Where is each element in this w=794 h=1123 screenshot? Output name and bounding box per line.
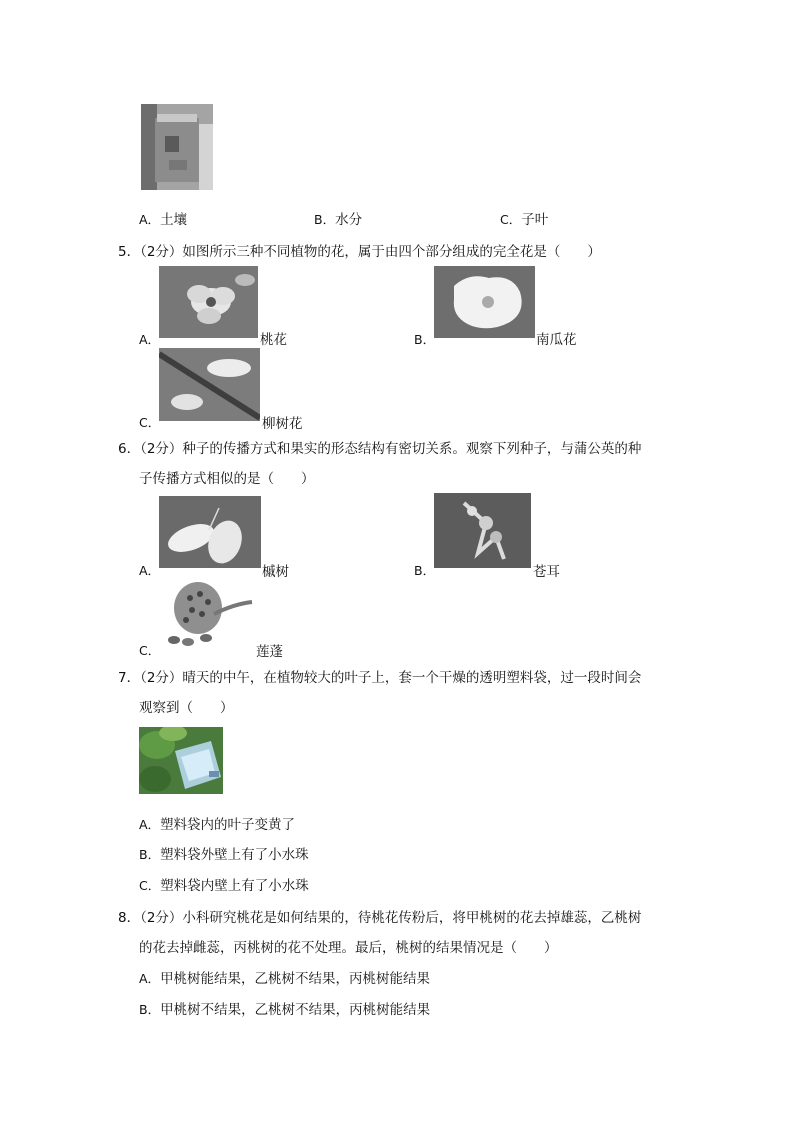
q8-stem-line2: 的花去掉雌蕊，丙桃树的花不处理。最后，桃树的结果情况是（ ） xyxy=(139,940,558,956)
q6-option-c-label: 莲蓬 xyxy=(256,644,283,660)
q6-stem-line2: 子传播方式相似的是（ ） xyxy=(139,471,315,487)
q5-option-b-label: 南瓜花 xyxy=(536,332,577,348)
q7-stem-line2: 观察到（ ） xyxy=(139,700,234,716)
q6-line1: （2分）种子的传播方式和果实的形态结构有密切关系。观察下列种子，与蒲公英的种 xyxy=(140,441,642,457)
q6-number: 6． xyxy=(118,441,141,457)
q8-option-b[interactable] xyxy=(139,998,430,1018)
q6-lotus-pod-illustration xyxy=(162,574,256,648)
q5-stem-line1 xyxy=(118,240,601,260)
q4-option-a[interactable] xyxy=(139,208,187,228)
q6-option-c-letter[interactable]: C． xyxy=(139,643,161,658)
q7-option-a[interactable] xyxy=(139,813,295,833)
q8-stem-line1 xyxy=(118,906,641,926)
q8-option-b-letter: B． xyxy=(139,1002,161,1017)
q5-option-c-letter[interactable]: C． xyxy=(139,415,161,430)
q6-option-b-letter[interactable]: B． xyxy=(414,563,436,578)
q7-option-b-text: 塑料袋外壁上有了小水珠 xyxy=(160,847,309,863)
q5-pumpkin-flower-illustration xyxy=(434,266,535,338)
q4-seed-image xyxy=(141,104,213,190)
q6-maple-seed-illustration xyxy=(159,496,261,568)
q8-option-a-letter: A． xyxy=(139,971,161,986)
q7-line1: （2分）晴天的中午，在植物较大的叶子上，套一个干燥的透明塑料袋，过一段时间会 xyxy=(140,670,642,686)
q7-option-a-text: 塑料袋内的叶子变黄了 xyxy=(160,817,296,833)
q8-option-a-text: 甲桃树能结果，乙桃树不结果，丙桃树能结果 xyxy=(160,971,431,987)
q6-stem-line1 xyxy=(118,437,641,457)
q8-line1: （2分）小科研究桃花是如何结果的，待桃花传粉后，将甲桃树的花去掉雄蕊，乙桃树 xyxy=(140,910,642,926)
q5-option-b-letter[interactable]: B． xyxy=(414,332,436,347)
q4-option-c[interactable] xyxy=(500,208,548,228)
q6-maple-seed-image xyxy=(159,496,261,568)
q7-option-c[interactable] xyxy=(139,874,309,894)
q4-option-a-letter: A． xyxy=(139,212,161,227)
q7-plastic-bag-leaf-illustration xyxy=(139,727,223,794)
q5-number: 5． xyxy=(118,244,141,260)
q5-peach-flower-illustration xyxy=(159,266,258,338)
q5-option-a-label: 桃花 xyxy=(260,332,287,348)
q8-option-a[interactable] xyxy=(139,967,430,987)
q4-option-b-letter: B． xyxy=(314,212,336,227)
q8-option-b-text: 甲桃树不结果，乙桃树不结果，丙桃树能结果 xyxy=(160,1002,431,1018)
q4-option-c-letter: C． xyxy=(500,212,522,227)
q6-option-a-label: 槭树 xyxy=(262,564,289,580)
q4-option-b[interactable] xyxy=(314,208,362,228)
q6-option-a-letter[interactable]: A． xyxy=(139,563,161,578)
q4-option-a-text: 土壤 xyxy=(160,212,188,228)
q7-option-c-letter: C． xyxy=(139,878,161,893)
q7-option-c-text: 塑料袋内壁上有了小水珠 xyxy=(160,878,309,894)
q4-seed-illustration xyxy=(141,104,213,190)
q8-number: 8． xyxy=(118,910,141,926)
q5-pumpkin-flower-image xyxy=(434,266,535,338)
q6-lotus-pod-image xyxy=(162,574,256,648)
q5-willow-flower-image xyxy=(159,348,260,421)
q7-option-b-letter: B． xyxy=(139,847,161,862)
q6-option-b-label: 苍耳 xyxy=(533,564,560,580)
q4-option-b-text: 水分 xyxy=(335,212,363,228)
q6-cocklebur-image xyxy=(434,493,531,568)
q6-cocklebur-illustration xyxy=(434,493,531,568)
q7-number: 7． xyxy=(118,670,141,686)
q5-line1: （2分）如图所示三种不同植物的花，属于由四个部分组成的完全花是（ ） xyxy=(140,244,601,260)
q7-option-b[interactable] xyxy=(139,843,309,863)
q7-stem-line1 xyxy=(118,666,641,686)
q4-option-c-text: 子叶 xyxy=(521,212,549,228)
q5-willow-flower-illustration xyxy=(159,348,260,421)
q7-option-a-letter: A． xyxy=(139,817,161,832)
q5-peach-flower-image xyxy=(159,266,258,338)
q5-option-c-label: 柳树花 xyxy=(262,416,303,432)
q5-option-a-letter[interactable]: A． xyxy=(139,332,161,347)
q7-plastic-bag-leaf-image xyxy=(139,727,223,794)
